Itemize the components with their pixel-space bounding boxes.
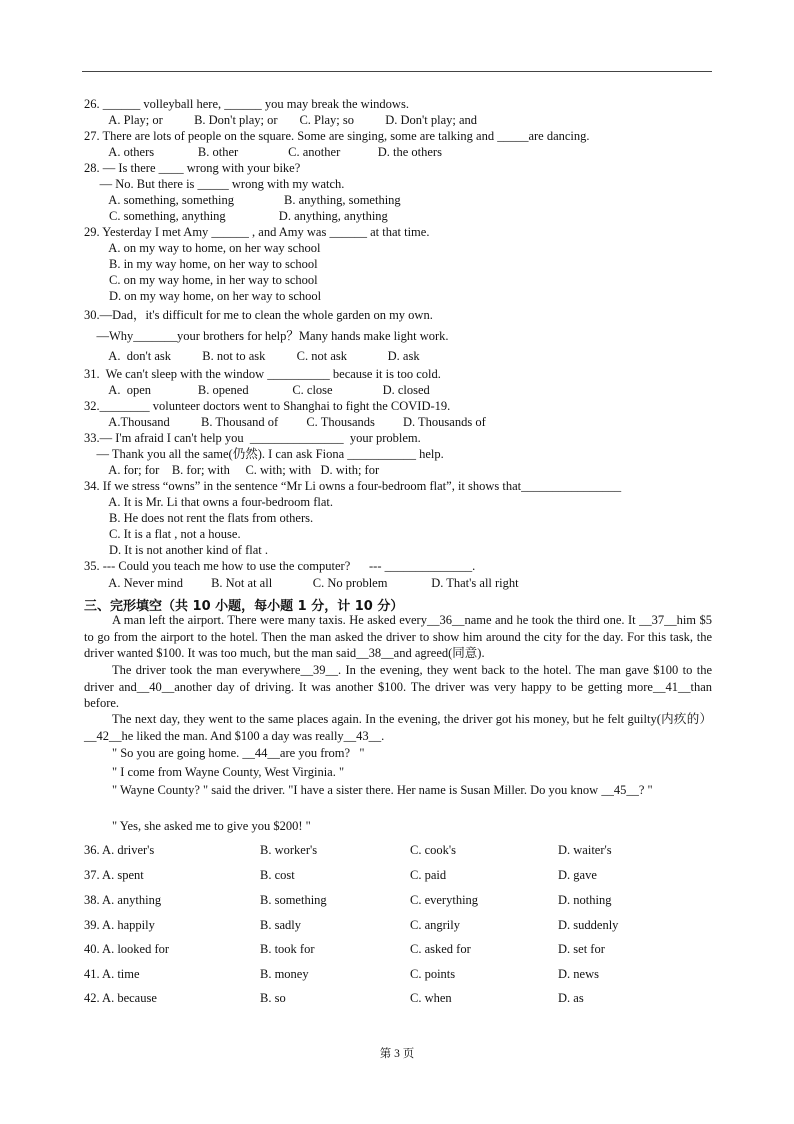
option-34-a: A. It is Mr. Li that owns a four-bedroom flat. bbox=[84, 495, 334, 509]
option-37-a: 37. A. spent bbox=[84, 868, 144, 882]
option-41-c: C. points bbox=[410, 967, 456, 981]
option-39-b: B. sadly bbox=[260, 918, 301, 932]
options-26: A. Play; or B. Don't play; or C. Play; so D. Don't play; and bbox=[84, 113, 478, 127]
question-33-reply: — Thank you all the same(仍然). I can ask Fiona ___________ help. bbox=[84, 447, 444, 461]
option-40-c: C. asked for bbox=[410, 942, 471, 956]
options-32: A.Thousand B. Thousand of C. Thousands D. Thousands of bbox=[84, 415, 486, 429]
option-40-a: 40. A. looked for bbox=[84, 942, 170, 956]
option-38-b: B. something bbox=[260, 893, 327, 907]
question-33: 33.— I'm afraid I can't help you _______________ your problem. bbox=[84, 431, 421, 445]
dialogue-line-1: " So you are going home. __44__are you from? " bbox=[112, 746, 365, 760]
option-37-d: D. gave bbox=[558, 868, 597, 882]
option-39-c: C. angrily bbox=[410, 918, 460, 932]
options-28-cd: C. something, anything D. anything, anything bbox=[84, 209, 388, 223]
option-42-a: 42. A. because bbox=[84, 991, 157, 1005]
dialogue-line-2: " I come from Wayne County, West Virginia. " bbox=[112, 765, 345, 779]
question-35: 35. --- Could you teach me how to use the computer? --- ______________. bbox=[84, 559, 476, 573]
question-30-reply: —Why_______your brothers for help？Many hands make light work. bbox=[84, 329, 449, 343]
option-36-a: 36. A. driver's bbox=[84, 843, 155, 857]
question-29: 29. Yesterday I met Amy ______ , and Amy was ______ at that time. bbox=[84, 225, 430, 239]
option-40-d: D. set for bbox=[558, 942, 605, 956]
header-rule bbox=[82, 71, 712, 72]
option-36-c: C. cook's bbox=[410, 843, 457, 857]
question-27: 27. There are lots of people on the square. Some are singing, some are talking and _____are dancing. bbox=[84, 129, 590, 143]
option-34-b: B. He does not rent the flats from others. bbox=[84, 511, 314, 525]
question-28: 28. — Is there ____ wrong with your bike? bbox=[84, 161, 301, 175]
option-34-d: D. It is not another kind of flat . bbox=[84, 543, 268, 557]
section-title: 三、完形填空（共 10 小题，每小题 1 分，计 10 分） bbox=[84, 599, 404, 614]
question-34: 34. If we stress “owns” in the sentence “Mr Li owns a four-bedroom flat”, it shows that________________ bbox=[84, 479, 622, 493]
options-28-ab: A. something, something B. anything, something bbox=[84, 193, 401, 207]
option-37-b: B. cost bbox=[260, 868, 295, 882]
passage-paragraph-3: The next day, they went to the same places again. In the evening, the driver got his money, but he felt guilty(内疚的） __42__he liked the man. And $100 a day was really__43__. bbox=[84, 712, 712, 743]
question-28-reply: — No. But there is _____ wrong with my watch. bbox=[84, 177, 345, 191]
option-38-c: C. everything bbox=[410, 893, 479, 907]
option-42-d: D. as bbox=[558, 991, 584, 1005]
page-number: 第 3 页 bbox=[379, 1048, 415, 1060]
option-29-c: C. on my way home, in her way to school bbox=[84, 273, 318, 287]
question-30: 30.—Dad，it's difficult for me to clean the whole garden on my own. bbox=[84, 308, 433, 322]
passage-paragraph-2: The driver took the man everywhere__39__. In the evening, they went back to the hotel. The man gave $100 to the driver and__40__another day of driving. It was another $100. The driver was very happy to be getting more__41__than before. bbox=[84, 663, 712, 710]
options-31: A. open B. opened C. close D. closed bbox=[84, 383, 430, 397]
option-41-d: D. news bbox=[558, 967, 599, 981]
option-34-c: C. It is a flat , not a house. bbox=[84, 527, 241, 541]
dialogue-line-3: " Wayne County? " said the driver. "I have a sister there. Her name is Susan Miller. Do you know __45__? " bbox=[112, 783, 653, 797]
option-39-a: 39. A. happily bbox=[84, 918, 155, 932]
option-40-b: B. took for bbox=[260, 942, 315, 956]
option-38-d: D. nothing bbox=[558, 893, 612, 907]
option-42-b: B. so bbox=[260, 991, 286, 1005]
option-36-d: D. waiter's bbox=[558, 843, 612, 857]
options-27: A. others B. other C. another D. the others bbox=[84, 145, 442, 159]
option-29-b: B. in my way home, on her way to school bbox=[84, 257, 318, 271]
option-38-a: 38. A. anything bbox=[84, 893, 162, 907]
option-41-a: 41. A. time bbox=[84, 967, 140, 981]
option-39-d: D. suddenly bbox=[558, 918, 619, 932]
option-29-a: A. on my way to home, on her way school bbox=[84, 241, 321, 255]
option-42-c: C. when bbox=[410, 991, 452, 1005]
options-33: A. for; for B. for; with C. with; with D. with; for bbox=[84, 463, 380, 477]
options-35: A. Never mind B. Not at all C. No problem D. That's all right bbox=[84, 576, 519, 590]
question-26: 26. ______ volleyball here, ______ you may break the windows. bbox=[84, 97, 409, 111]
question-32: 32.________ volunteer doctors went to Shanghai to fight the COVID-19. bbox=[84, 399, 451, 413]
option-37-c: C. paid bbox=[410, 868, 447, 882]
option-41-b: B. money bbox=[260, 967, 309, 981]
passage-paragraph-1: A man left the airport. There were many taxis. He asked every__36__name and he took the third one. It __37__him $5 to go from the airport to the hotel. Then the man asked the driver to show him around the city for the day. For this task, the driver wanted $100. It was too much, but the man said__38__and agreed(同意). bbox=[84, 613, 712, 660]
question-31: 31. We can't sleep with the window __________ because it is too cold. bbox=[84, 367, 441, 381]
options-30: A. don't ask B. not to ask C. not ask D. ask bbox=[84, 349, 420, 363]
dialogue-line-4: " Yes, she asked me to give you $200! " bbox=[112, 819, 311, 833]
option-36-b: B. worker's bbox=[260, 843, 318, 857]
option-29-d: D. on my way home, on her way to school bbox=[84, 289, 322, 303]
